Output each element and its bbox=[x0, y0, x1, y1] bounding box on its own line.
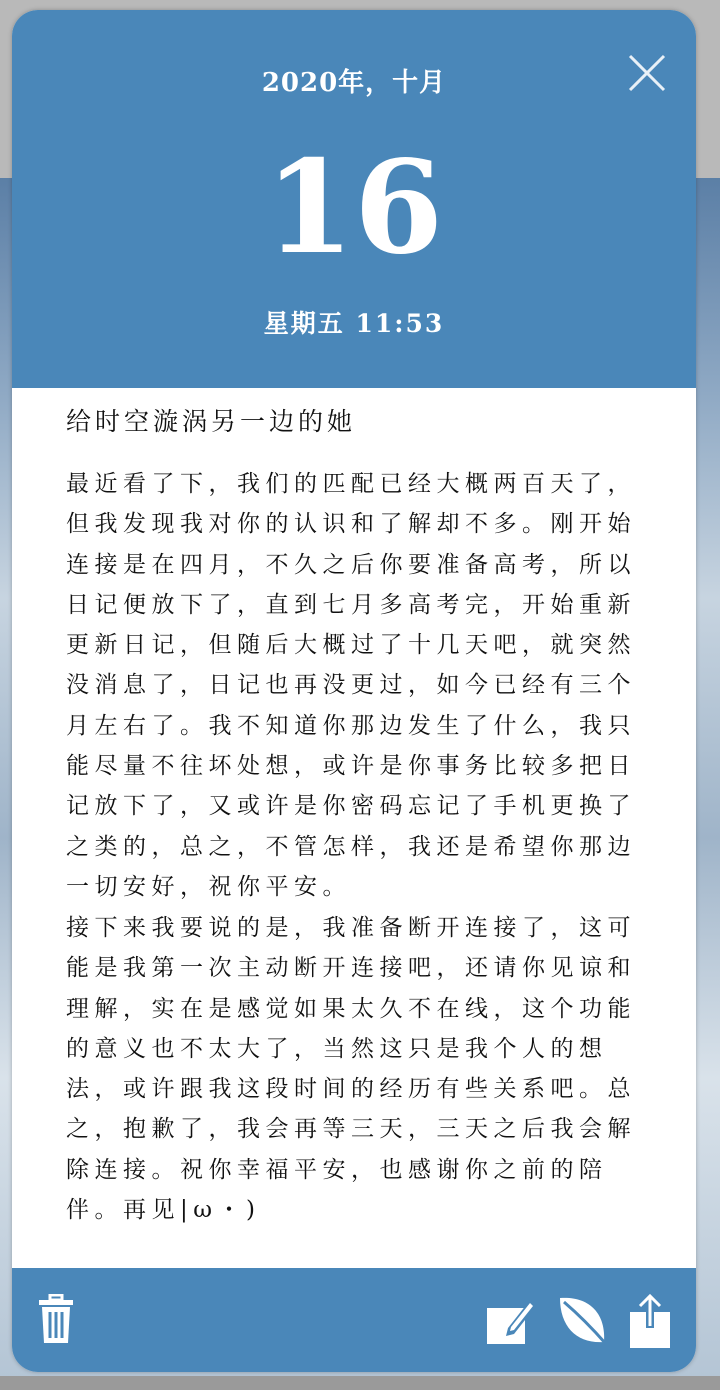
entry-paragraph-1: 最近看了下，我们的匹配已经大概两百天了，但我发现我对你的认识和了解却不多。刚开始连接是在四月，不久之后你要准备高考，所以日记便放下了，直到七月多高考完，开始重新更新日记，但随后大概过了十几天吧，就突然没消息了，日记也再没更过，如今已经有三个月左右了。我不知道你那边发生了什么，我只能尽量不往坏处想，或许是你事务比较多把日记放下了，又或许是你密码忘记了手机更换了之类的，总之，不管怎样，我还是希望你那边一切安好，祝你平安。 bbox=[66, 471, 636, 900]
leaf-icon bbox=[558, 1294, 608, 1346]
entry-paragraph-2: 接下来我要说的是，我准备断开连接了，这可能是我第一次主动断开连接吧，还请你见谅和理解，实在是感觉如果太久不在线，这个功能的意义也不太大了，当然这只是我个人的想法，或许跟我这段时间的经历有些关系吧。总之，抱歉了，我会再等三天，三天之后我会解除连接。祝你幸福平安，也感谢你之前的陪伴。再见|ω・) bbox=[66, 915, 636, 1224]
share-icon bbox=[628, 1294, 672, 1350]
date-header bbox=[12, 10, 696, 388]
day-number: 16 bbox=[264, 133, 444, 283]
entry-content bbox=[12, 388, 696, 1268]
weekday-time: 星期五 11:53 bbox=[263, 309, 445, 338]
trash-icon bbox=[38, 1294, 74, 1344]
leaf-button[interactable] bbox=[558, 1294, 608, 1346]
diary-card bbox=[12, 10, 696, 1372]
delete-button[interactable] bbox=[38, 1294, 74, 1344]
action-bar bbox=[12, 1268, 696, 1372]
bottom-bar bbox=[0, 1376, 720, 1390]
edit-button[interactable] bbox=[484, 1294, 536, 1346]
edit-icon bbox=[484, 1294, 536, 1346]
close-icon bbox=[624, 50, 670, 96]
close-button[interactable] bbox=[624, 50, 670, 96]
month-label: 2020年，十月 bbox=[261, 68, 447, 98]
share-button[interactable] bbox=[628, 1294, 672, 1350]
entry-title: 给时空漩涡另一边的她 bbox=[66, 407, 357, 436]
